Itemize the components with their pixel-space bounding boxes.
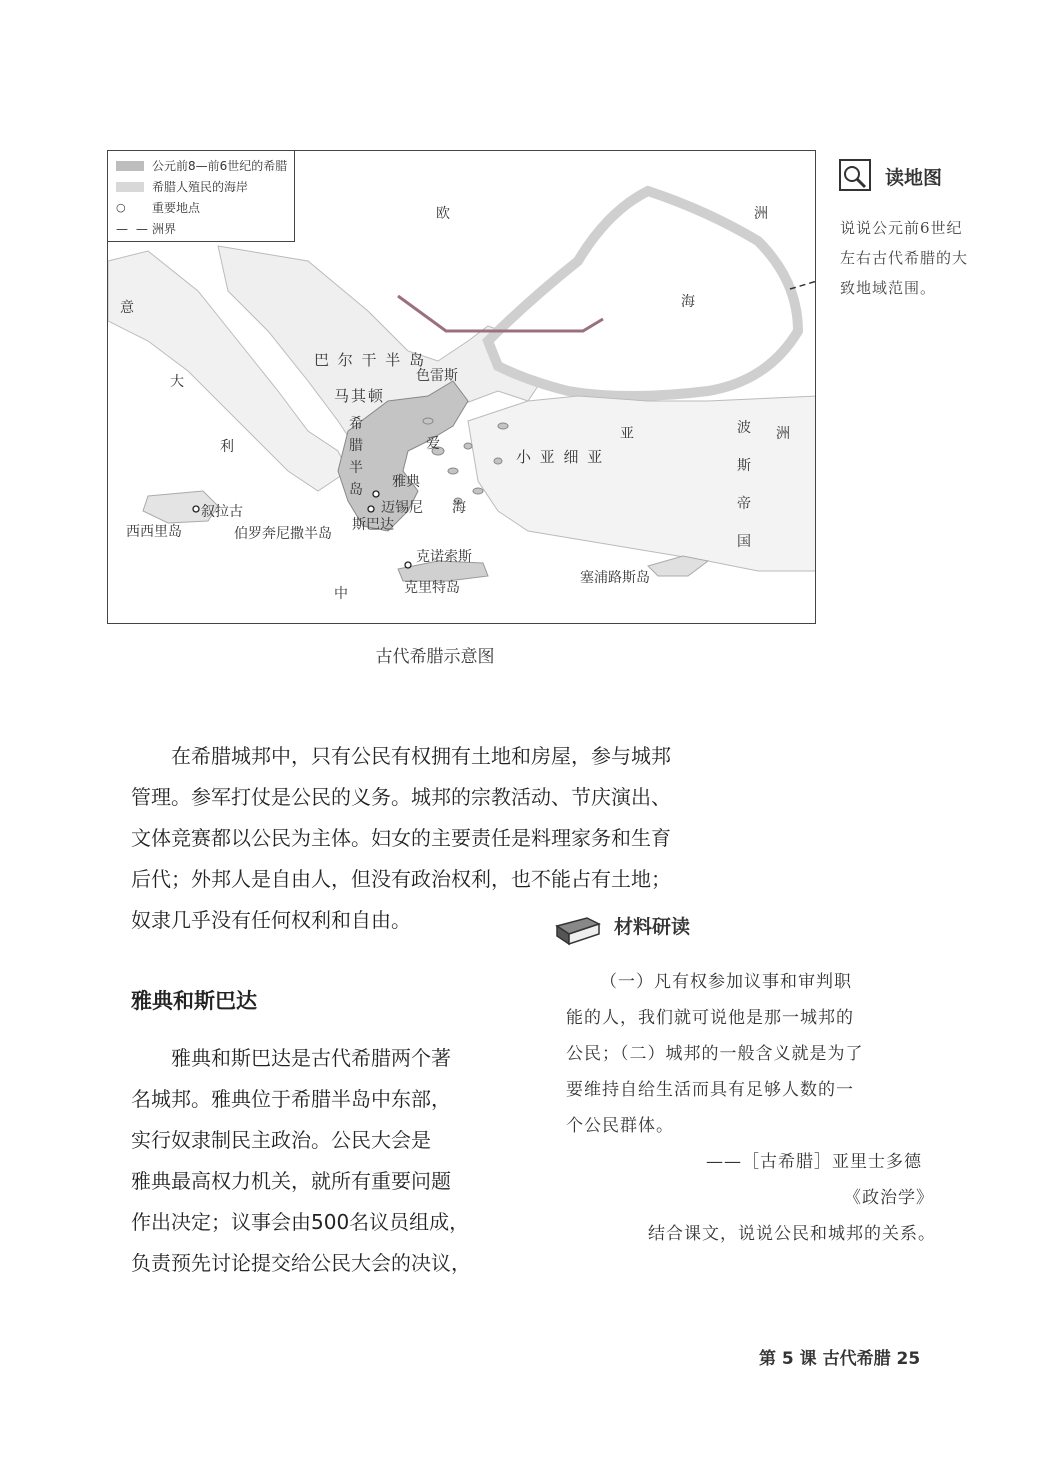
map-label-italy-2: 大 (170, 374, 184, 390)
map-label-europe: 欧 (436, 206, 450, 222)
map-label-italy-1: 意 (120, 300, 134, 316)
map-label-mycenae: 迈锡尼 (381, 500, 423, 516)
material-line: （一）凡有权参加议事和审判职 (600, 972, 852, 992)
map-label-asia: 亚 (620, 426, 634, 442)
legend-label: 重要地点 (152, 201, 201, 215)
legend-item (116, 199, 200, 216)
text-line: 名城邦。雅典位于希腊半岛中东部， (131, 1087, 451, 1111)
material-title: 材料研读 (614, 916, 691, 938)
legend-item (116, 178, 248, 195)
map-label-greek-peninsula: 希腊半岛 (349, 416, 363, 498)
legend-swatch (116, 182, 144, 192)
legend-swatch (116, 161, 144, 171)
paragraph-citizens (131, 736, 781, 941)
material-line: 要维持自给生活而具有足够人数的一 (566, 1080, 854, 1100)
circle-symbol-icon: ○ (116, 201, 126, 214)
text-line: 在希腊城邦中，只有公民有权拥有土地和房屋，参与城邦 (171, 744, 671, 768)
map-label-continent-2: 洲 (776, 426, 790, 442)
map-label-persia: 波斯帝国 (737, 420, 751, 550)
map-label-cyprus: 塞浦路斯岛 (580, 570, 650, 586)
text-line: 奴隶几乎没有任何权利和自由。 (131, 908, 411, 932)
cyprus-land (648, 556, 708, 576)
text-line: 作出决定；议事会由500名议员组成， (131, 1210, 470, 1234)
legend-label: 公元前8—前6世纪的希腊 (152, 159, 288, 173)
map-label-sparta: 斯巴达 (352, 517, 394, 533)
paragraph-athens-sparta (131, 1038, 531, 1284)
section-title: 雅典和斯巴达 (131, 989, 257, 1013)
readmap-body: 说说公元前6世纪左右古代希腊的大致地域范围。 (840, 219, 969, 297)
map-label-asia-minor: 小 亚 细 亚 (516, 448, 605, 466)
map-label-balkan: 巴 尔 干 半 岛 (314, 351, 427, 369)
magnifier-icon (838, 158, 874, 194)
dashed-line-icon: — — (116, 221, 150, 236)
map-label-crete: 克里特岛 (404, 580, 460, 596)
book-icon (553, 912, 603, 948)
map-label-macedonia: 马其顿 (334, 387, 386, 405)
ancient-greece-map (107, 150, 816, 624)
text-line: 文体竞赛都以公民为主体。妇女的主要责任是料理家务和生育 (131, 826, 671, 850)
map-label-athens: 雅典 (392, 474, 420, 490)
material-body (566, 964, 936, 1252)
page-footer: 第 5 课 古代希腊 25 (759, 1349, 921, 1369)
text-line: 雅典和斯巴达是古代希腊两个著 (171, 1046, 451, 1070)
map-label-sicily: 西西里岛 (126, 524, 182, 540)
map-label-knossos: 克诺索斯 (416, 549, 472, 565)
map-label-mediterranean: 中 (334, 586, 348, 602)
map-label-aegean-2: 海 (452, 500, 466, 516)
asia-minor-land (468, 396, 816, 571)
text-line: 后代；外邦人是自由人，但没有政治权利，也不能占有土地； (131, 867, 671, 891)
readmap-title: 读地图 (885, 167, 943, 189)
legend-item (116, 220, 176, 237)
legend-item (116, 157, 287, 174)
material-line: 能的人，我们就可说他是那一城邦的 (566, 1008, 854, 1028)
map-legend (108, 151, 295, 242)
map-caption: 古代希腊示意图 (375, 647, 495, 667)
map-label-peloponnese: 伯罗奔尼撒半岛 (234, 526, 332, 542)
legend-label: 洲界 (152, 222, 177, 236)
map-label-thrace: 色雷斯 (416, 368, 458, 384)
material-source-author: ——［古希腊］亚里士多德 (706, 1152, 922, 1172)
material-line: 个公民群体。 (566, 1116, 674, 1136)
text-line: 管理。参军打仗是公民的义务。城邦的宗教活动、节庆演出、 (131, 785, 671, 809)
map-label-italy-3: 利 (220, 439, 234, 455)
text-line: 实行奴隶制民主政治。公民大会是 (131, 1128, 431, 1152)
map-label-syracuse: 叙拉古 (201, 504, 243, 520)
material-question: 结合课文，说说公民和城邦的关系。 (648, 1224, 936, 1244)
text-line: 雅典最高权力机关，就所有重要问题 (131, 1169, 451, 1193)
material-source-book: 《政治学》 (844, 1188, 934, 1208)
map-label-aegean-1: 爱 (426, 436, 440, 452)
map-label-sea: 海 (681, 294, 695, 310)
text-line: 负责预先讨论提交给公民大会的决议， (131, 1251, 471, 1275)
black-sea-coast (488, 191, 798, 396)
map-label-continent: 洲 (754, 206, 768, 222)
legend-label: 希腊人殖民的海岸 (152, 180, 249, 194)
material-line: 公民；（二）城邦的一般含义就是为了 (566, 1044, 864, 1064)
